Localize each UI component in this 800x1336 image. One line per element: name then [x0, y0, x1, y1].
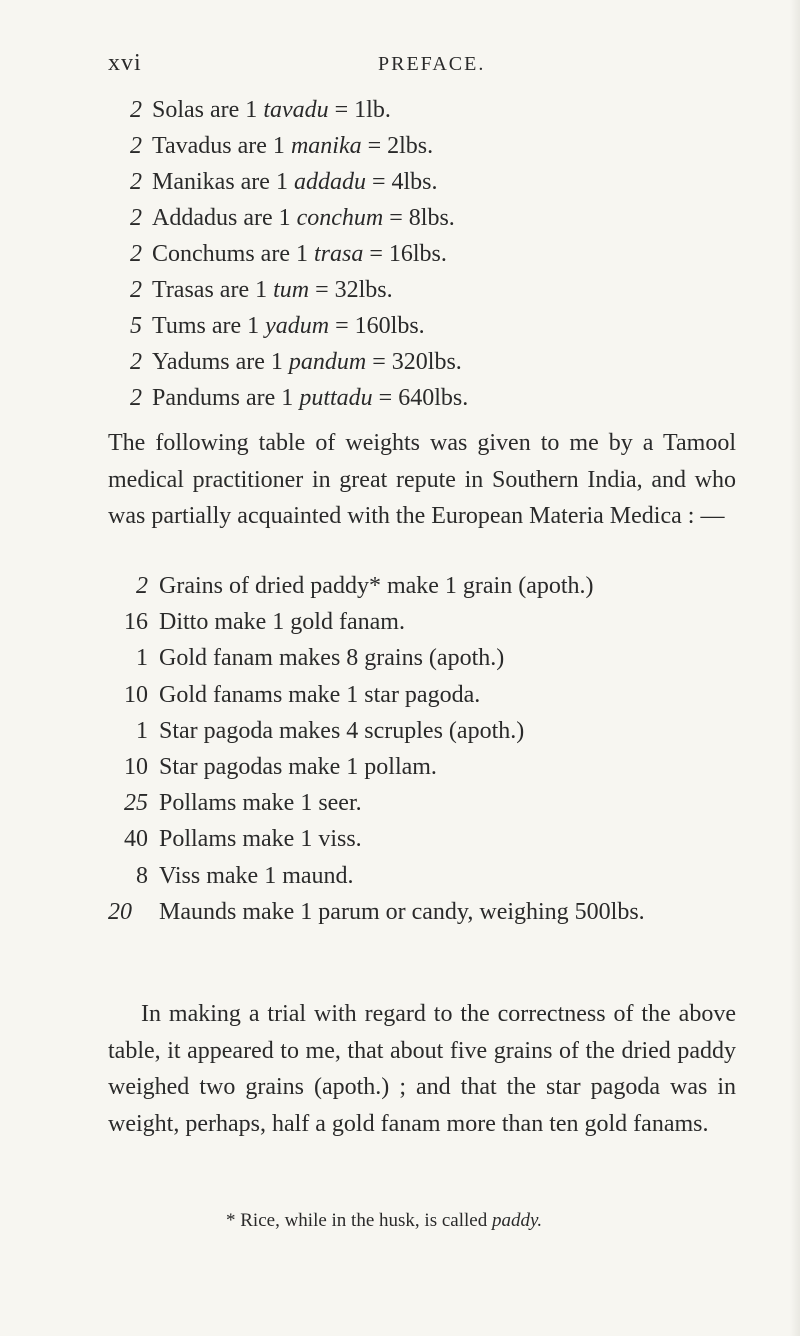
- row-count: 2: [130, 133, 142, 159]
- row-text: Solas are 1: [152, 97, 264, 123]
- row-text: Viss make 1 maund.: [159, 862, 354, 889]
- table-row: [124, 308, 744, 344]
- footnote: [226, 1208, 542, 1234]
- table-row: [124, 128, 744, 164]
- row-count: 2: [130, 277, 142, 303]
- row-text: Ditto make 1 gold fanam.: [159, 609, 405, 636]
- weights-table-2: [108, 568, 736, 930]
- row-equivalent: = 640lbs.: [372, 385, 469, 411]
- row-unit: yadum: [265, 313, 330, 339]
- row-equivalent: = 160lbs.: [329, 313, 425, 339]
- row-text: Pandums are 1: [152, 385, 300, 411]
- row-equivalent: = 8lbs.: [383, 205, 455, 231]
- row-text: Conchums are 1: [152, 241, 314, 267]
- row-count: 5: [130, 313, 142, 339]
- row-equivalent: = 2lbs.: [361, 133, 434, 159]
- row-unit: pandum: [288, 349, 367, 375]
- row-text: Trasas are 1: [152, 277, 274, 303]
- table-row: [124, 236, 744, 272]
- page-header: [108, 50, 688, 82]
- row-count: 2: [130, 385, 142, 411]
- row-text: Tums are 1: [152, 313, 266, 339]
- row-equivalent: = 1lb.: [328, 97, 391, 123]
- row-count: 25: [124, 790, 148, 817]
- row-unit: puttadu: [299, 385, 373, 411]
- row-unit: tavadu: [263, 97, 329, 123]
- row-equivalent: = 320lbs.: [366, 349, 462, 375]
- weights-table-1: [124, 92, 744, 416]
- row-count: 1: [136, 717, 148, 744]
- row-text: Manikas are 1: [152, 169, 294, 195]
- row-text: Addadus are 1: [152, 205, 297, 231]
- table-row: [124, 344, 744, 380]
- row-text: Star pagodas make 1 pollam.: [159, 753, 437, 780]
- table-row: [108, 821, 736, 857]
- table-row: [108, 785, 736, 821]
- table-row: [124, 164, 744, 200]
- row-equivalent: = 32lbs.: [309, 277, 393, 303]
- page-edge: [790, 0, 800, 1336]
- table-row: [108, 894, 736, 930]
- table-row: [108, 713, 736, 749]
- table-row: [108, 858, 736, 894]
- footnote-text: Rice, while in the husk, is called: [235, 1210, 492, 1231]
- row-count: 2: [130, 349, 142, 375]
- footnote-marker: *: [226, 1210, 236, 1231]
- table-row: [124, 272, 744, 308]
- row-count: 10: [124, 681, 148, 708]
- row-equivalent: = 4lbs.: [365, 169, 438, 195]
- row-unit: tum: [273, 277, 310, 303]
- running-head: PREFACE.: [378, 53, 486, 75]
- page-number: xvi: [108, 50, 142, 76]
- row-unit: addadu: [293, 169, 366, 195]
- row-count: 2: [130, 169, 142, 195]
- table-row: [124, 92, 744, 128]
- row-count: 8: [136, 862, 148, 889]
- table-row: [124, 200, 744, 236]
- table-row: [124, 380, 744, 416]
- row-count: 40: [124, 826, 148, 853]
- row-count: 2: [130, 241, 142, 267]
- row-unit: trasa: [313, 241, 364, 267]
- table-row: [108, 604, 736, 640]
- row-unit: conchum: [296, 205, 384, 231]
- row-text: Yadums are 1: [152, 349, 289, 375]
- table-row: [108, 640, 736, 676]
- row-text: Gold fanam makes 8 grains (apoth.): [159, 645, 505, 672]
- row-count: 2: [136, 573, 148, 599]
- intro-paragraph: The following table of weights was given to me by a Tamool medical practitioner in great repute in Southern India, and who was partially acquainted with the European Materia Medica : —: [108, 430, 736, 529]
- row-text: Gold fanams make 1 star pagoda.: [159, 681, 481, 708]
- row-unit: manika: [290, 133, 362, 159]
- row-text: Star pagoda makes 4 scruples (apoth.): [159, 717, 525, 744]
- footnote-term: paddy.: [491, 1210, 543, 1231]
- row-text: Grains of dried paddy* make 1 grain (apoth.): [159, 573, 594, 599]
- row-count: 2: [130, 205, 142, 231]
- row-text: Pollams make 1 seer.: [159, 790, 362, 817]
- row-count: 20: [108, 898, 132, 925]
- row-count: 1: [136, 645, 148, 672]
- row-text: Maunds make 1 parum or candy, weighing 500lbs.: [159, 898, 645, 925]
- table-row: [108, 749, 736, 785]
- row-text: Tavadus are 1: [152, 133, 291, 159]
- table-row: [108, 677, 736, 713]
- row-count: 2: [130, 97, 142, 123]
- row-equivalent: = 16lbs.: [363, 241, 447, 267]
- row-count: 16: [124, 609, 148, 636]
- row-count: 10: [124, 753, 148, 780]
- table-row: [108, 568, 736, 604]
- trial-paragraph: In making a trial with regard to the correctness of the above table, it appeared to me, that about five grains of the dried paddy weighed two grains (apoth.) ; and that the star pagoda was in weight, perhaps, half a gold fanam more than ten gold fanams.: [108, 1001, 736, 1137]
- row-text: Pollams make 1 viss.: [159, 826, 362, 853]
